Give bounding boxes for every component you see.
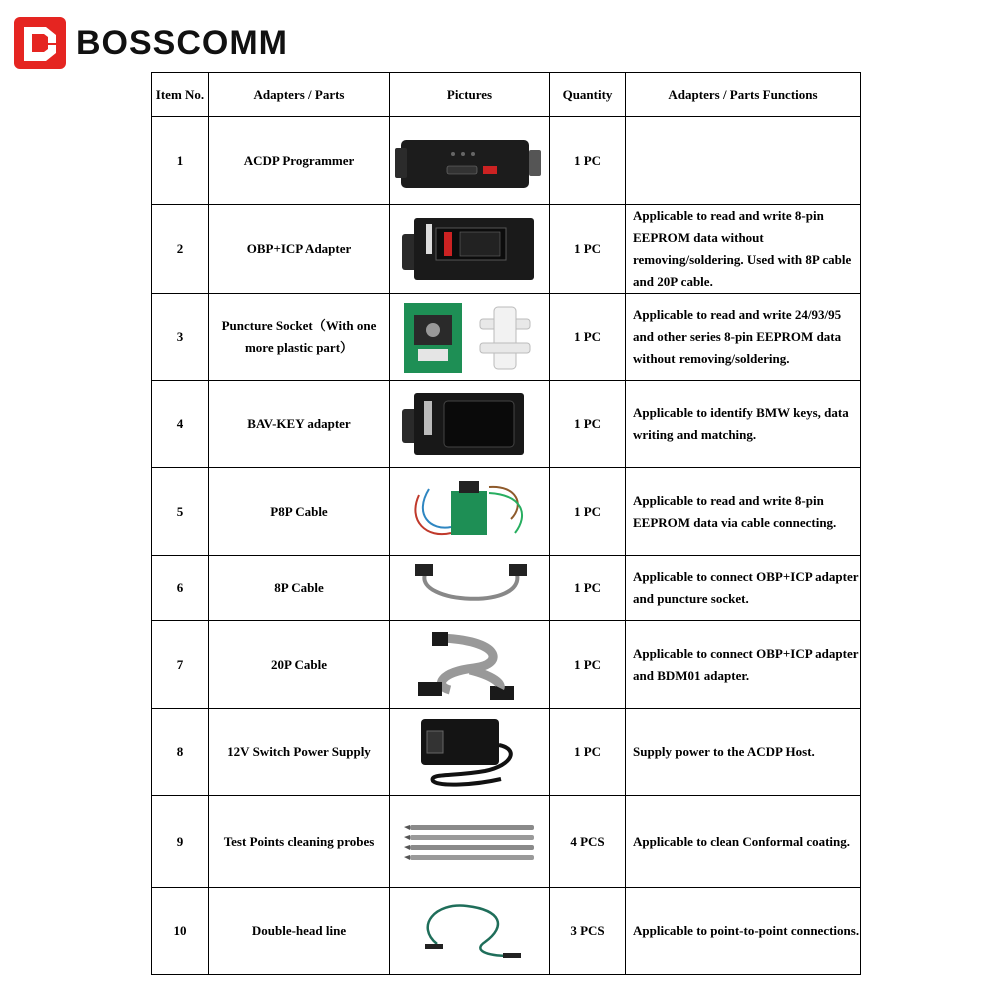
bosscomm-logo-icon bbox=[14, 17, 66, 69]
item-no: 10 bbox=[152, 888, 209, 975]
part-name: 12V Switch Power Supply bbox=[209, 709, 390, 796]
part-name: 20P Cable bbox=[209, 621, 390, 709]
function: Applicable to point-to-point connections. bbox=[626, 888, 861, 975]
function: Applicable to read and write 8-pin EEPROM data without removing/soldering. Used with 8P cable and 20P cable. bbox=[626, 205, 861, 294]
item-no: 3 bbox=[152, 294, 209, 381]
picture-cell bbox=[390, 381, 550, 468]
item-no: 2 bbox=[152, 205, 209, 294]
part-name: OBP+ICP Adapter bbox=[209, 205, 390, 294]
function bbox=[626, 117, 861, 205]
quantity: 1 PC bbox=[550, 381, 626, 468]
table-row bbox=[152, 294, 861, 381]
item-no: 9 bbox=[152, 796, 209, 888]
quantity: 1 PC bbox=[550, 709, 626, 796]
table-row bbox=[152, 556, 861, 621]
header-quantity: Quantity bbox=[550, 73, 626, 117]
function: Applicable to identify BMW keys, data writing and matching. bbox=[626, 381, 861, 468]
table-row bbox=[152, 621, 861, 709]
brand-name: BOSSCOMM bbox=[76, 23, 288, 62]
item-no: 8 bbox=[152, 709, 209, 796]
bav-key-adapter-image bbox=[400, 389, 540, 459]
part-name: Test Points cleaning probes bbox=[209, 796, 390, 888]
picture-cell bbox=[390, 796, 550, 888]
part-name: P8P Cable bbox=[209, 468, 390, 556]
part-name: BAV-KEY adapter bbox=[209, 381, 390, 468]
table-row bbox=[152, 709, 861, 796]
acdp-programmer-image bbox=[395, 126, 545, 196]
item-no: 1 bbox=[152, 117, 209, 205]
table-row bbox=[152, 468, 861, 556]
table-row bbox=[152, 381, 861, 468]
quantity: 1 PC bbox=[550, 205, 626, 294]
picture-cell bbox=[390, 888, 550, 975]
function: Supply power to the ACDP Host. bbox=[626, 709, 861, 796]
quantity: 1 PC bbox=[550, 294, 626, 381]
part-name: Puncture Socket（With one more plastic part） bbox=[209, 294, 390, 381]
item-no: 7 bbox=[152, 621, 209, 709]
table-row bbox=[152, 888, 861, 975]
picture-cell bbox=[390, 621, 550, 709]
obp-icp-adapter-image bbox=[400, 212, 540, 286]
function: Applicable to connect OBP+ICP adapter and puncture socket. bbox=[626, 556, 861, 621]
quantity: 1 PC bbox=[550, 556, 626, 621]
picture-cell bbox=[390, 117, 550, 205]
item-no: 6 bbox=[152, 556, 209, 621]
header-pictures: Pictures bbox=[390, 73, 550, 117]
puncture-socket-image bbox=[400, 299, 540, 375]
function: Applicable to connect OBP+ICP adapter and BDM01 adapter. bbox=[626, 621, 861, 709]
function: Applicable to clean Conformal coating. bbox=[626, 796, 861, 888]
quantity: 3 PCS bbox=[550, 888, 626, 975]
picture-cell bbox=[390, 468, 550, 556]
double-head-line-image bbox=[415, 896, 525, 966]
header-functions: Adapters / Parts Functions bbox=[626, 73, 861, 117]
header-item-no: Item No. bbox=[152, 73, 209, 117]
table-header-row bbox=[152, 73, 861, 117]
function: Applicable to read and write 24/93/95 and other series 8-pin EEPROM data without removing/soldering. bbox=[626, 294, 861, 381]
header-parts: Adapters / Parts bbox=[209, 73, 390, 117]
item-no: 4 bbox=[152, 381, 209, 468]
quantity: 1 PC bbox=[550, 621, 626, 709]
item-no: 5 bbox=[152, 468, 209, 556]
part-name: ACDP Programmer bbox=[209, 117, 390, 205]
cleaning-probes-image bbox=[400, 817, 540, 867]
power-supply-image bbox=[415, 715, 525, 789]
picture-cell bbox=[390, 556, 550, 621]
table-row bbox=[152, 205, 861, 294]
parts-table bbox=[151, 72, 861, 975]
picture-cell bbox=[390, 709, 550, 796]
20p-cable-image bbox=[410, 628, 530, 702]
part-name: 8P Cable bbox=[209, 556, 390, 621]
quantity: 4 PCS bbox=[550, 796, 626, 888]
table-row bbox=[152, 796, 861, 888]
quantity: 1 PC bbox=[550, 117, 626, 205]
picture-cell bbox=[390, 205, 550, 294]
part-name: Double-head line bbox=[209, 888, 390, 975]
table-row bbox=[152, 117, 861, 205]
function: Applicable to read and write 8-pin EEPROM data via cable connecting. bbox=[626, 468, 861, 556]
p8p-cable-image bbox=[405, 475, 535, 549]
8p-cable-image bbox=[405, 560, 535, 616]
quantity: 1 PC bbox=[550, 468, 626, 556]
picture-cell bbox=[390, 294, 550, 381]
brand-logo bbox=[14, 16, 288, 70]
